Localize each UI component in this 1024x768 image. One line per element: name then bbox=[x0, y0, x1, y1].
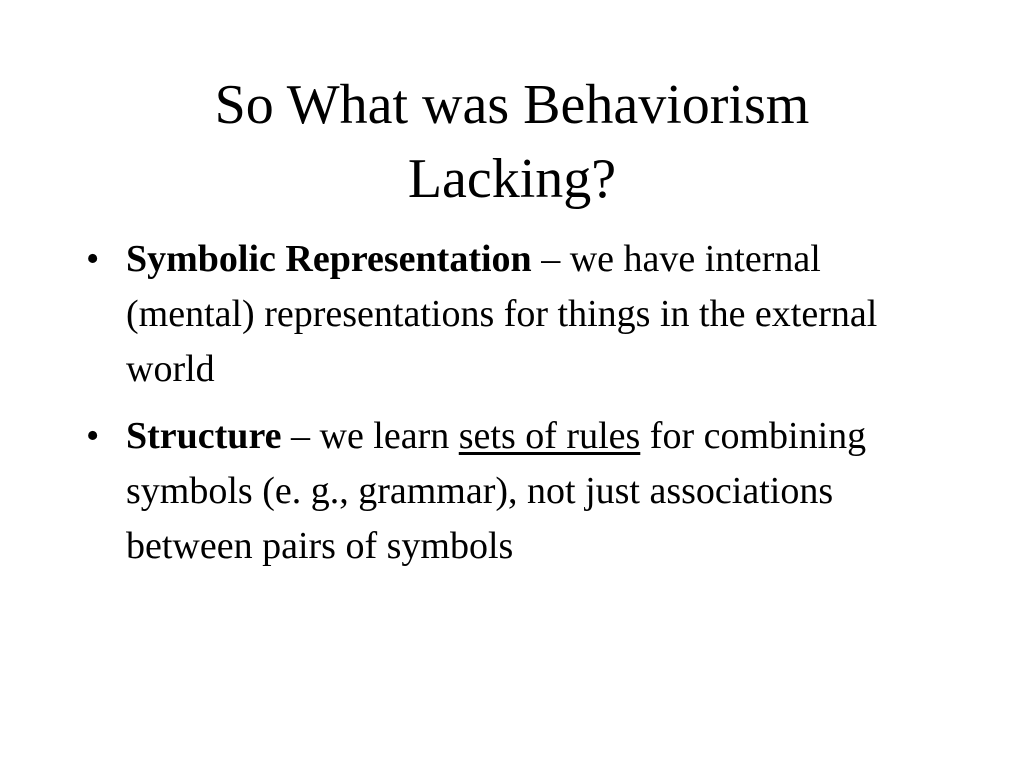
bullet-structure bbox=[80, 409, 940, 574]
bullet-list bbox=[80, 232, 940, 586]
bullet-text-after: for combining symbols (e. g., grammar), not just associations between pairs of symbols bbox=[126, 415, 867, 567]
bullet-marker: • bbox=[86, 238, 100, 280]
bullet-text-before: – we learn bbox=[281, 415, 459, 457]
bullet-text: – we have internal (mental) representations for things in the external world bbox=[126, 238, 878, 390]
title-line-2: Lacking? bbox=[407, 148, 617, 210]
bullet-symbolic-representation bbox=[80, 232, 940, 397]
slide-title bbox=[100, 68, 924, 216]
bullet-term: Symbolic Representation bbox=[126, 238, 532, 280]
title-line-1: So What was Behaviorism bbox=[214, 74, 810, 136]
bullet-marker: • bbox=[86, 415, 100, 457]
bullet-term: Structure bbox=[126, 415, 282, 457]
underlined-phrase: sets of rules bbox=[458, 415, 641, 457]
